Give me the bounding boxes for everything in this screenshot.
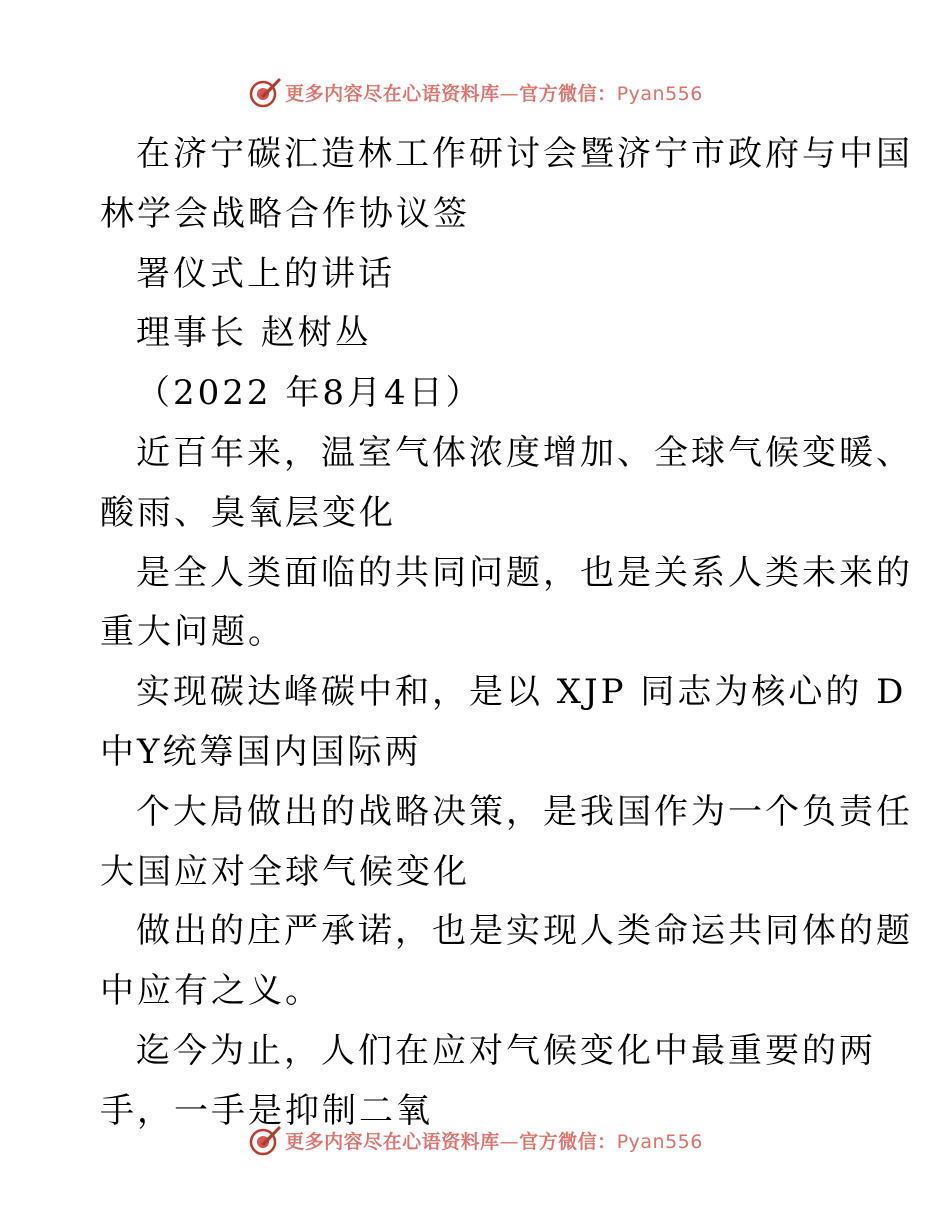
header-banner (0, 72, 950, 112)
title-line-3: 署仪式上的讲话 (136, 253, 395, 294)
banner-main-text: 更多内容尽在心语资料库 (285, 1130, 500, 1153)
banner-wechat-label: 官方微信： (519, 1130, 617, 1153)
paragraph-line: 手，一手是抑制二氧 (100, 1090, 433, 1131)
paragraph-line: 实现碳达峰碳中和，是以 XJP 同志为核心的 D (136, 672, 907, 713)
paragraph-line: 个大局做出的战略决策，是我国作为一个负责任 (136, 791, 913, 832)
speaker-line: 理事长 赵树丛 (136, 313, 372, 354)
paragraph-line: 中应有之义。 (100, 971, 322, 1012)
title-line-2: 林学会战略合作协议签 (100, 193, 470, 234)
paragraph-line: 近百年来，温室气体浓度增加、全球气候变暖、 (136, 432, 913, 473)
banner-separator: — (499, 1130, 520, 1153)
paragraph-line: 大国应对全球气候变化 (100, 851, 470, 892)
paragraph-line: 是全人类面临的共同问题，也是关系人类未来的 (136, 552, 913, 593)
paragraph-line: 中Y统筹国内国际两 (100, 731, 422, 772)
paragraph-line: 重大问题。 (100, 612, 285, 653)
footer-banner (0, 1120, 950, 1160)
document-body (100, 125, 913, 1142)
banner-wechat-id: Pyan556 (616, 1130, 703, 1153)
paragraph-line: 做出的庄严承诺，也是实现人类命运共同体的题 (136, 911, 913, 952)
banner-wechat-label: 官方微信： (519, 82, 617, 105)
paragraph-line: 酸雨、臭氧层变化 (100, 492, 396, 533)
banner-separator: — (499, 82, 520, 105)
banner-wechat-id: Pyan556 (616, 82, 703, 105)
paragraph-line: 迄今为止，人们在应对气候变化中最重要的两 (136, 1030, 876, 1071)
quill-seal-icon (247, 74, 283, 110)
date-line: （2022 年8月4日） (136, 373, 483, 414)
quill-seal-icon (247, 1122, 283, 1158)
title-line-1: 在济宁碳汇造林工作研讨会暨济宁市政府与中国 (136, 134, 913, 174)
banner-main-text: 更多内容尽在心语资料库 (285, 82, 500, 105)
